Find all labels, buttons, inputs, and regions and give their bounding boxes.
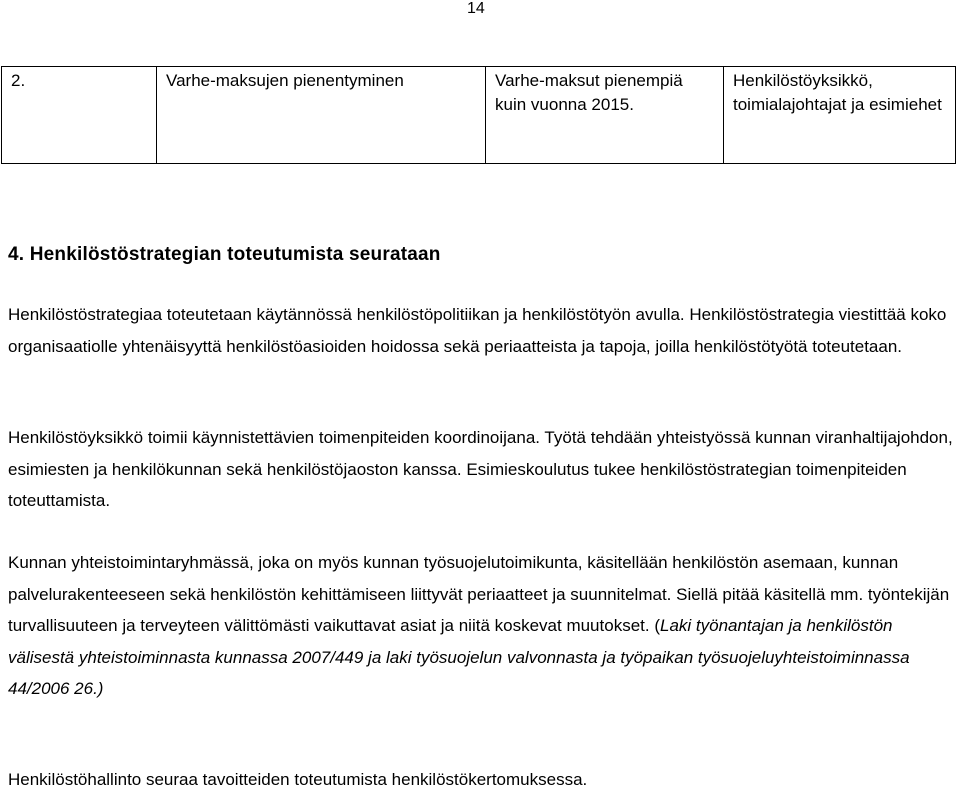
row-number-cell: 2.: [2, 67, 157, 164]
page-number: 14: [467, 0, 485, 17]
paragraph-cooperation: [8, 547, 953, 705]
paragraph-hr-unit: Henkilöstöyksikkö toimii käynnistettävien toimenpiteiden koordinoijana. Työtä tehdään yhteistyössä kunnan viranhaltijajohdon, esimiesten ja henkilökunnan sekä henkilöstöjaoston kanssa. Esimieskoulutus tukee henkilöstöstrategian toimenpiteiden toteuttamista.: [8, 428, 953, 510]
law-reference: Laki työnantajan ja henkilöstön välisestä yhteistoiminnasta kunnassa 2007/449 ja laki työsuojelun valvonnasta ja työpaikan työsuojeluyhteistoiminnassa 44/2006 26.): [8, 616, 910, 698]
section-heading: 4. Henkilöstöstrategian toteutumista seurataan: [8, 244, 441, 265]
paragraph-cooperation-text: Kunnan yhteistoimintaryhmässä, joka on myös kunnan työsuojelutoimikunta, käsitellään henkilöstön asemaan, kunnan palvelurakenteeseen sekä henkilöstön kehittämiseen liittyvät periaatteet ja suunnitelmat. Siellä pitää käsitellä mm. työntekijän turvallisuuteen ja terveyteen välittömästi vaikuttavat asiat ja niitä koskevat muutokset. (: [8, 553, 950, 635]
measures-table: [1, 66, 956, 164]
table-row: [2, 67, 956, 164]
paragraph-hr-report: Henkilöstöhallinto seuraa tavoitteiden toteutumista henkilöstökertomuksessa.: [8, 770, 588, 789]
measure-cell: Varhe-maksujen pienentyminen: [157, 67, 486, 164]
responsible-cell: Henkilöstöyksikkö, toimialajohtajat ja esimiehet: [724, 67, 956, 164]
paragraph-strategy: Henkilöstöstrategiaa toteutetaan käytännössä henkilöstöpolitiikan ja henkilöstötyön avulla. Henkilöstöstrategia viestittää koko organisaatiolle yhtenäisyyttä henkilöstöasioiden hoidossa sekä periaatteista ja tapoja, joilla henkilöstötyötä toteutetaan.: [8, 305, 947, 356]
target-cell: Varhe-maksut pienempiä kuin vuonna 2015.: [486, 67, 724, 164]
